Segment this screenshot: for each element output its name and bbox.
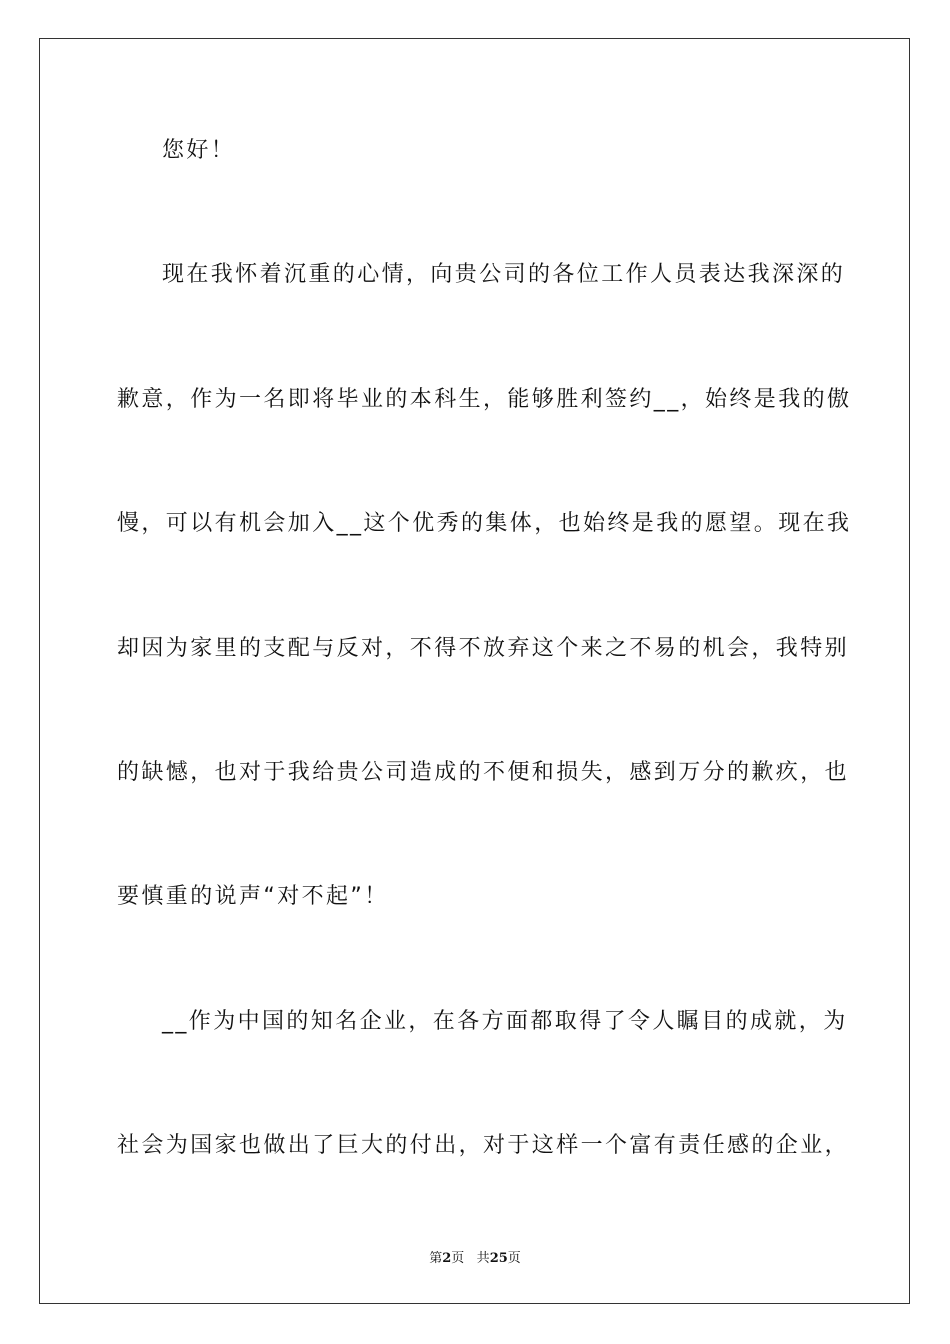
page-suffix: 页 xyxy=(451,1251,465,1266)
page-footer xyxy=(0,1247,950,1266)
paragraph-1-line-2: 歉意，作为一名即将毕业的本科生，能够胜利签约__，始终是我的傲 xyxy=(117,387,852,412)
paragraph-1-line-5: 的缺憾，也对于我给贵公司造成的不便和损失，感到万分的歉疚，也 xyxy=(117,760,850,785)
paragraph-2-line-2: 社会为国家也做出了巨大的付出，对于这样一个富有责任感的企业， xyxy=(117,1133,850,1158)
page-border xyxy=(39,38,910,1304)
paragraph-1-line-4: 却因为家里的支配与反对，不得不放弃这个来之不易的机会，我特别 xyxy=(117,636,850,661)
page-number: 2 xyxy=(442,1251,452,1266)
total-pages: 25 xyxy=(489,1251,508,1266)
paragraph-1-line-1: 现在我怀着沉重的心情，向贵公司的各位工作人员表达我深深的 xyxy=(162,262,846,287)
total-suffix: 页 xyxy=(507,1251,521,1266)
paragraph-1-line-3: 慢，可以有机会加入__这个优秀的集体，也始终是我的愿望。现在我 xyxy=(117,511,852,536)
greeting-line: 您好！ xyxy=(162,138,236,163)
page-prefix: 第 xyxy=(429,1251,443,1266)
paragraph-2-line-1: __作为中国的知名企业，在各方面都取得了令人瞩目的成就，为 xyxy=(162,1009,848,1034)
total-prefix: 共 xyxy=(476,1251,490,1266)
paragraph-1-line-6: 要慎重的说声“对不起”！ xyxy=(117,884,389,909)
